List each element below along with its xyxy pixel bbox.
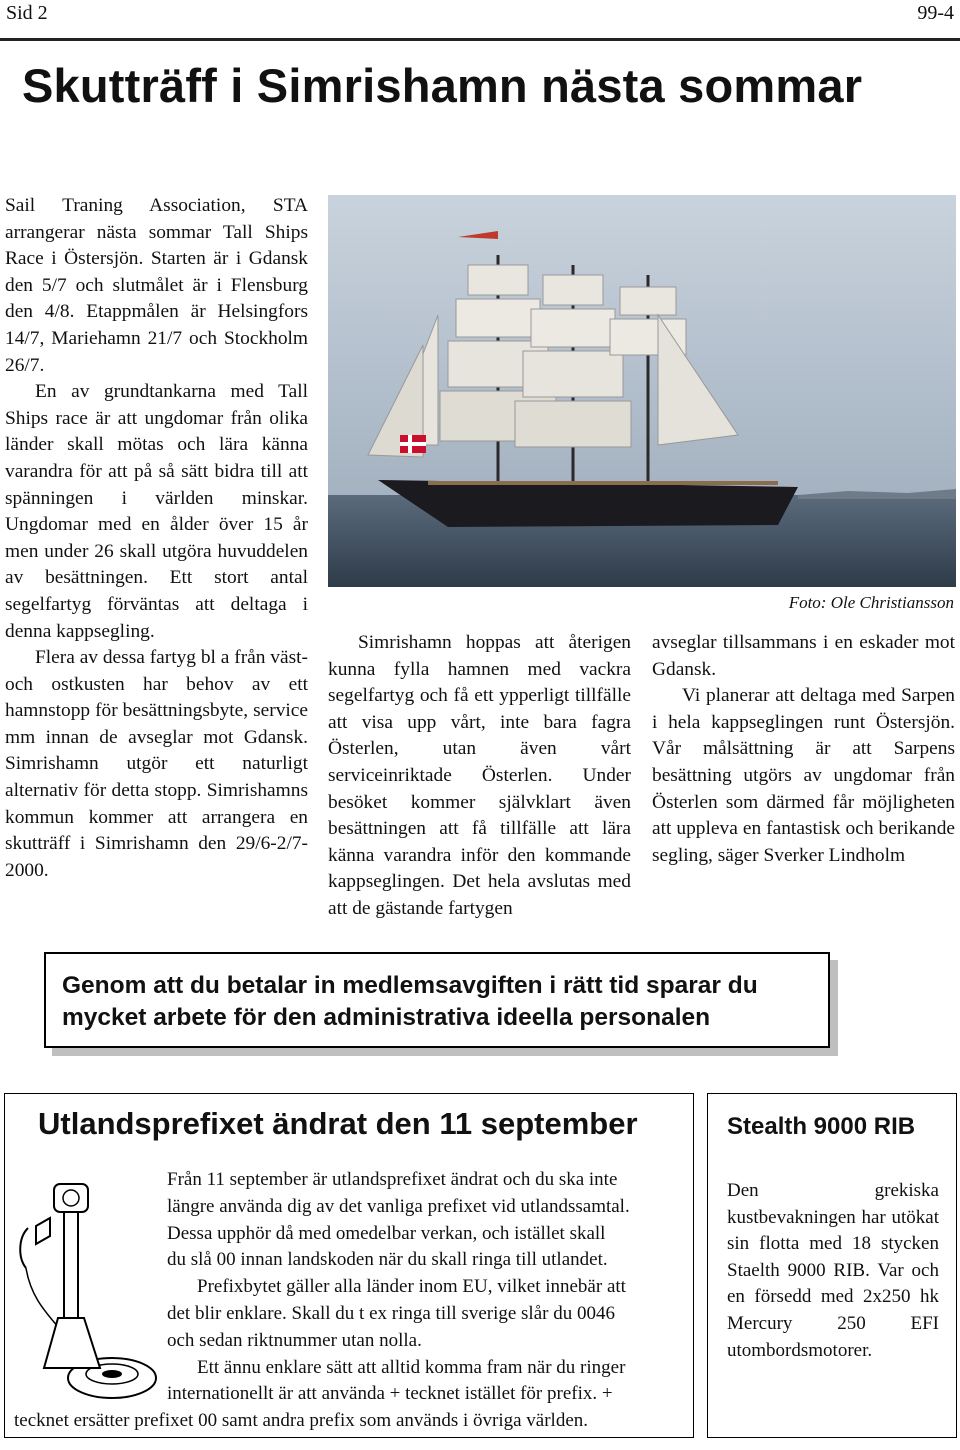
prefix-line: du slå 00 innan landskoden när du skall ringa till utlandet. [167,1249,608,1271]
article-paragraph: avseglar tillsammans i en eskader mot Gdansk. [652,632,955,680]
article-column-3 [652,630,955,869]
tall-ship-photo [328,195,956,587]
article-paragraph: En av grundtankarna med Tall Ships race är att ungdomar från olika länder skall mötas och lära känna varandra för att på så sätt bidra till att spänningen i världen minskar. Ungdomar med en ålder över 15 år men under 26 skall utgöra huvuddelen av besättningen. Ett stort antal segelfartyg förväntas att deltaga i denna kappsegling. [5,381,308,642]
prefix-article-body [167,1167,689,1408]
article-column-1 [5,193,308,884]
article-paragraph: Flera av dessa fartyg bl a från väst- och ostkusten har behov av ett hamnstopp för besättningsbyte, service mm innan de avseglar mot Gdansk. Simrishamn utgör ett naturligt alternativ för detta stopp. Simrishamns kommun kommer att arrangera en skutträff i Simrishamn den 29/6-2/7-2000. [5,647,308,881]
notice-line: mycket arbete för den administrativa ideella personalen [62,1004,711,1031]
notice-line: Genom att du betalar in medlemsavgiften i rätt tid sparar du [62,972,758,999]
prefix-line: Prefixbytet gäller alla länder inom EU, vilket innebär att [197,1276,626,1298]
prefix-line: längre använda dig av det vanliga prefixet vid utlandssamtal. [167,1195,630,1217]
stealth-title: Stealth 9000 RIB [727,1113,916,1140]
article-column-2 [328,630,631,923]
prefix-line: Ett ännu enklare sätt att alltid komma fram när du ringer [197,1356,626,1378]
prefix-line: internationellt är att använda + tecknet istället för prefix. + [167,1383,613,1405]
issue-number: 99-4 [917,2,954,24]
prefix-line: och sedan riktnummer utan nolla. [167,1329,422,1351]
article-paragraph: Vi planerar att deltaga med Sarpen i hela kappseglingen runt Östersjön. Vår målsättning är att Sarpens besättning utgörs av ungdomar från Österlen som därmed får möjligheten att uppleva en fantastisk och berikande segling, säger Sverker Lindholm [652,685,955,866]
tall-ship-illustration [328,195,956,587]
telephone-icon [14,1178,164,1410]
prefix-line: Från 11 september är utlandsprefixet ändrat och du ska inte [167,1169,618,1190]
prefix-line: det blir enklare. Skall du t ex ringa till sverige slår du 0046 [167,1302,615,1324]
article-paragraph: Sail Traning Association, STA arrangerar nästa sommar Tall Ships Race i Östersjön. Starten är i Gdansk den 5/7 och slutmålet är i Flensburg den 4/8. Etappmålen är Helsingfors 14/7, Mariehamn 21/7 och Stockholm 26/7. [5,195,308,376]
membership-notice-box [44,952,830,1048]
header-rule [0,38,960,41]
page-label: Sid 2 [6,2,48,24]
article-paragraph: Simrishamn hoppas att återigen kunna fylla hamnen med vackra segelfartyg och få ett ypperligt tillfälle att visa upp vårt, inte bara fagra Österlen, utan även vårt serviceinriktade Österlen. Under besöket kommer självklart även besättningen att få tillfälle att lära känna varandra inför den kommande kappseglingen. Det hela avslutas med att de gästande fartygen [328,632,631,919]
prefix-line: Dessa upphör då med omedelbar verkan, och istället skall [167,1222,606,1244]
prefix-article-title: Utlandsprefixet ändrat den 11 september [38,1106,638,1141]
photo-credit: Foto: Ole Christiansson [788,593,954,612]
prefix-last-line: tecknet ersätter prefixet 00 samt andra prefix som används i övriga världen. [14,1410,589,1431]
stealth-body: Den grekiska kustbevakningen har utökat sin flotta med 18 stycken Staelth 9000 RIB. Var och en försedd med 2x250 hk Mercury 250 EFI utombordsmotorer. [727,1180,939,1361]
article-title: Skutträff i Simrishamn nästa sommar [22,59,863,112]
